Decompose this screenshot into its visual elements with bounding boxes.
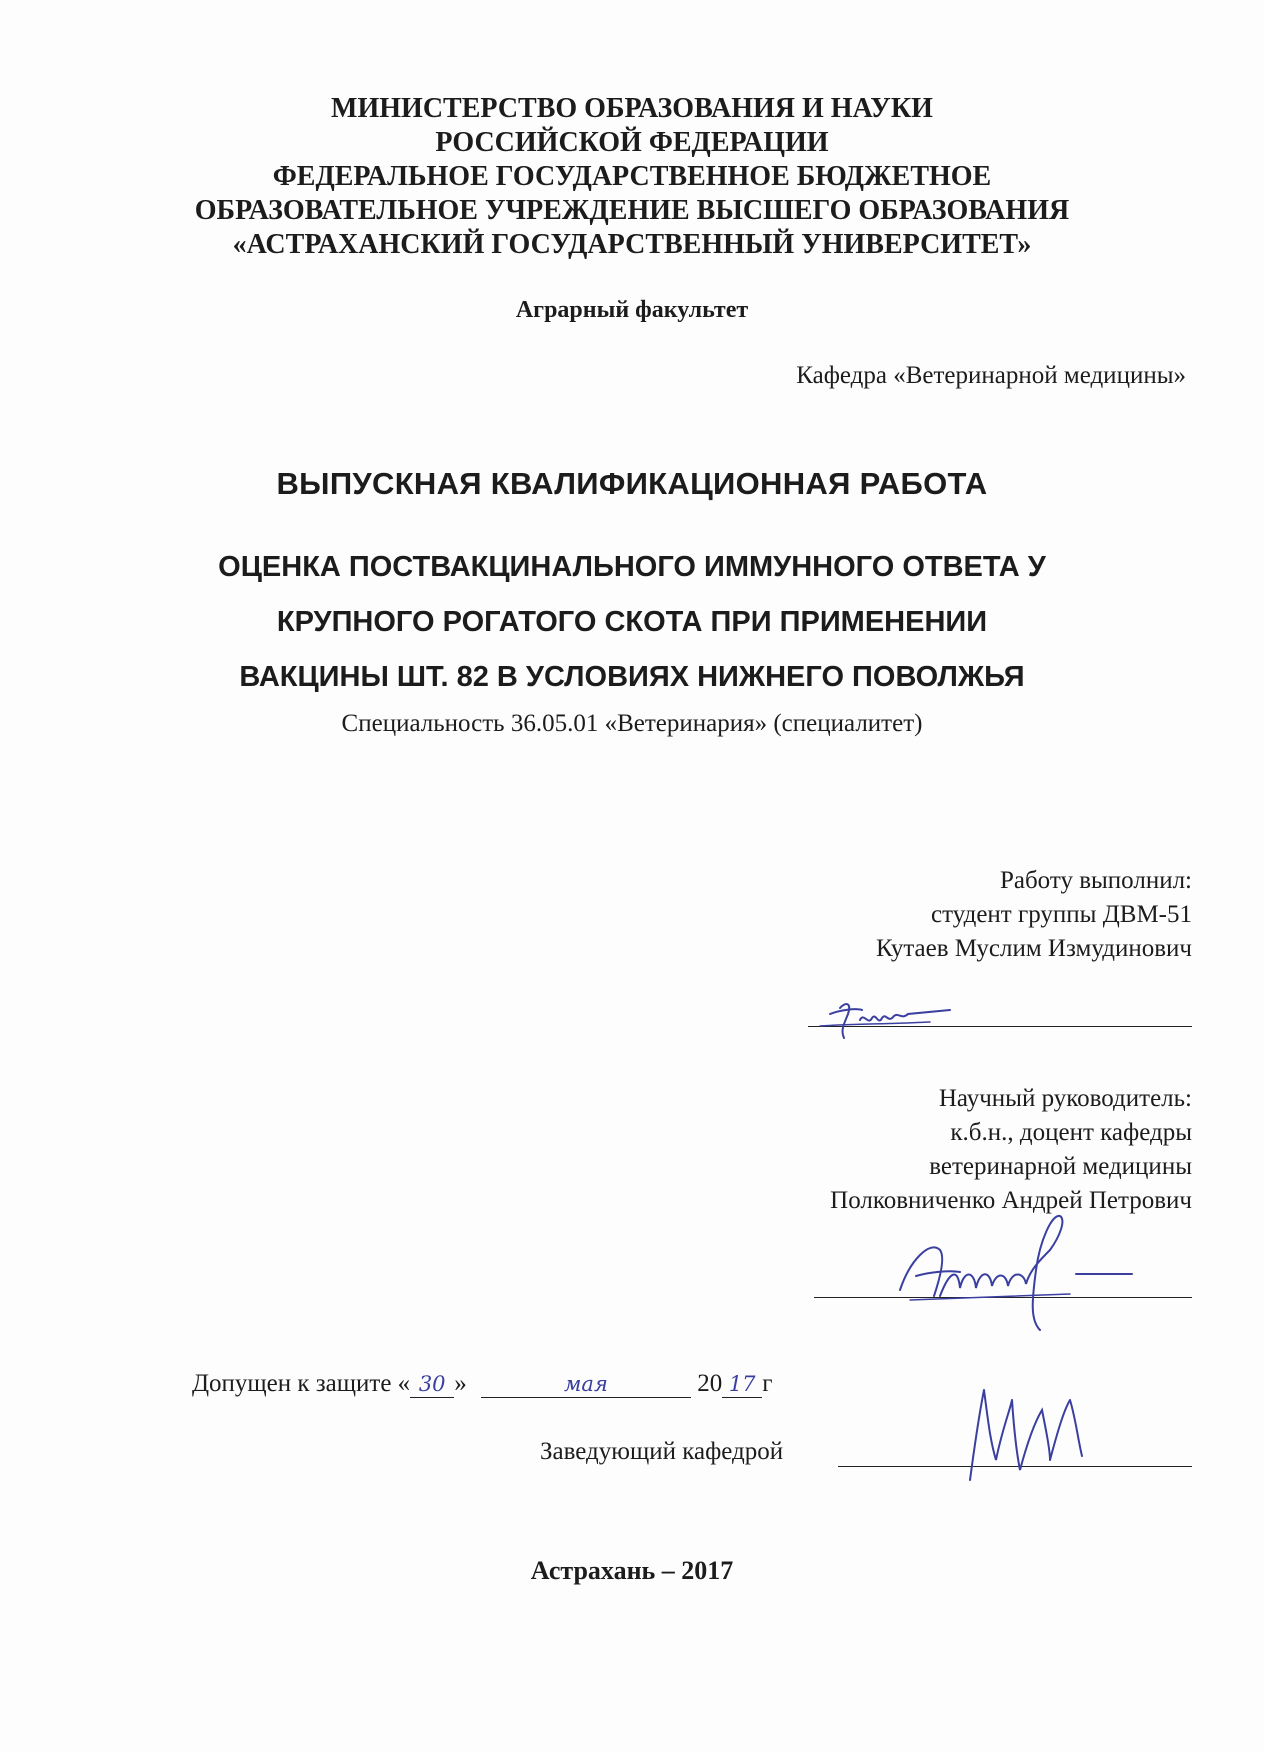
ministry-line: РОССИЙСКОЙ ФЕДЕРАЦИИ [435,127,829,158]
head-of-department-row [540,1438,783,1466]
department-name: Кафедра «Ветеринарной медицины» [796,362,1186,389]
supervisor-department: ветеринарной медицины [929,1153,1192,1180]
author-label: Работу выполнил: [999,867,1192,894]
thesis-title-line: КРУПНОГО РОГАТОГО СКОТА ПРИ ПРИМЕНЕНИИ [276,606,988,638]
supervisor-signature-icon [880,1200,1170,1350]
thesis-title-line: ОЦЕНКА ПОСТВАКЦИНАЛЬНОГО ИММУННОГО ОТВЕТА У [218,551,1046,583]
ministry-line: ФЕДЕРАЛЬНОЕ ГОСУДАРСТВЕННОЕ БЮДЖЕТНОЕ [272,161,992,192]
ministry-line: ОБРАЗОВАТЕЛЬНОЕ УЧРЕЖДЕНИЕ ВЫСШЕГО ОБРАЗОВАНИЯ [194,195,1070,226]
author-signature-icon [800,990,980,1060]
faculty-name: Аграрный факультет [515,297,749,323]
ministry-line: МИНИСТЕРСТВО ОБРАЗОВАНИЯ И НАУКИ [331,93,933,124]
ministry-header [0,92,1264,262]
supervisor-name: Полковниченко Андрей Петрович [830,1187,1192,1214]
head-signature-icon [950,1370,1130,1490]
thesis-title-line: ВАКЦИНЫ ШТ. 82 В УСЛОВИЯХ НИЖНЕГО ПОВОЛЖЬЯ [239,661,1025,693]
admission-year-unit: г [762,1370,773,1397]
ministry-line: «АСТРАХАНСКИЙ ГОСУДАРСТВЕННЫЙ УНИВЕРСИТЕТ» [232,229,1032,260]
head-of-department-label: Заведующий кафедрой [540,1438,784,1465]
thesis-title [0,540,1264,705]
author-group: студент группы ДВМ-51 [931,901,1192,928]
admission-prefix: Допущен к защите « [192,1370,411,1397]
admission-year-suffix: 17 [722,1371,762,1398]
work-type-heading: ВЫПУСКНАЯ КВАЛИФИКАЦИОННАЯ РАБОТА [276,466,988,501]
admission-month: мая [481,1371,691,1398]
supervisor-block [830,1082,1192,1218]
admission-line [192,1370,772,1398]
supervisor-label: Научный руководитель: [938,1085,1192,1112]
admission-day-close: » [454,1370,467,1397]
city-year: Астрахань – 2017 [530,1556,734,1585]
admission-day: 30 [410,1371,454,1398]
admission-year-prefix: 20 [697,1370,723,1397]
author-block [876,864,1192,966]
specialty-line: Специальность 36.05.01 «Ветеринария» (специалитет) [341,710,923,737]
supervisor-degree: к.б.н., доцент кафедры [950,1119,1192,1146]
author-name: Кутаев Муслим Измудинович [876,935,1192,962]
